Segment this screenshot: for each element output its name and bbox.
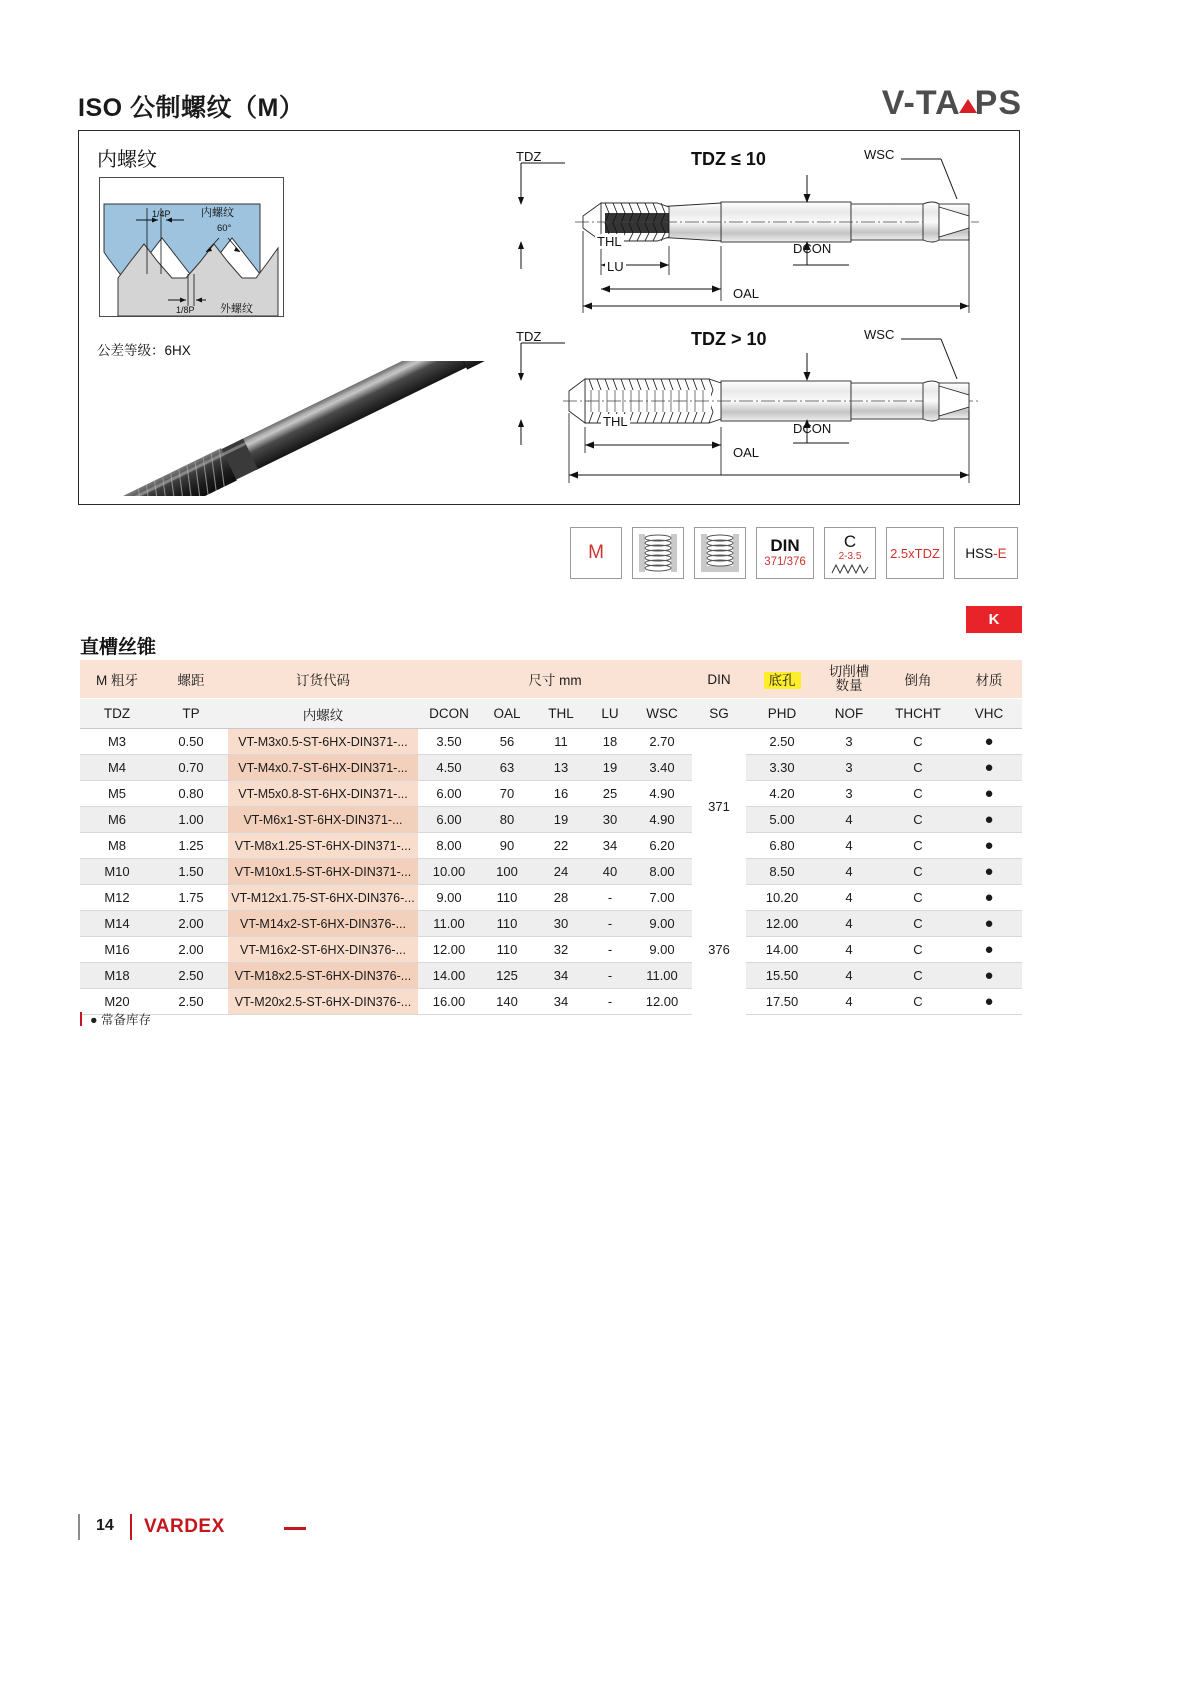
cell-thl: 22 <box>534 833 588 859</box>
thread-standard-m-icon <box>570 527 622 579</box>
thread-depth-icon <box>886 527 944 579</box>
header-m-coarse: M 粗牙 <box>80 660 154 699</box>
table-header-row-1 <box>80 660 1022 699</box>
cell-wsc: 11.00 <box>632 963 692 989</box>
cell-tp: 0.70 <box>154 755 228 781</box>
cell-dcon: 9.00 <box>418 885 480 911</box>
cell-oal: 125 <box>480 963 534 989</box>
cell-tdz: M12 <box>80 885 154 911</box>
illustration-frame <box>78 130 1020 505</box>
chamfer-letter: C <box>843 531 857 551</box>
tap-specifications-table <box>80 660 1022 1015</box>
cell-thl: 34 <box>534 963 588 989</box>
cell-tdz: M6 <box>80 807 154 833</box>
cell-nof: 3 <box>818 729 880 755</box>
cell-tdz: M18 <box>80 963 154 989</box>
chamfer-form-c-icon <box>824 527 876 579</box>
cell-vhc: ● <box>956 963 1022 989</box>
diagram-bottom-label-oal: OAL <box>733 445 760 460</box>
blind-hole-svg <box>695 528 745 578</box>
footer-divider-red <box>130 1514 132 1540</box>
din-label: DIN <box>770 536 800 556</box>
cell-thcht: C <box>880 807 956 833</box>
diagram-top-label-tdz: TDZ <box>516 149 542 164</box>
page-title: ISO 公制螺纹（M） <box>78 94 305 122</box>
cell-tp: 2.50 <box>154 963 228 989</box>
cell-oal: 110 <box>480 885 534 911</box>
diagram-top-label-thl: THL <box>597 234 622 249</box>
cell-thl: 19 <box>534 807 588 833</box>
subheader-internal-thread: 内螺纹 <box>228 699 418 729</box>
cell-tp: 1.00 <box>154 807 228 833</box>
cell-phd: 4.20 <box>746 781 818 807</box>
cell-lu: - <box>588 963 632 989</box>
cell-vhc: ● <box>956 989 1022 1015</box>
cell-thcht: C <box>880 833 956 859</box>
cell-dcon: 11.00 <box>418 911 480 937</box>
cell-nof: 4 <box>818 937 880 963</box>
cell-tdz: M10 <box>80 859 154 885</box>
cell-phd: 12.00 <box>746 911 818 937</box>
thread-depth-label: 2.5xTDZ <box>890 545 940 561</box>
cell-wsc: 6.20 <box>632 833 692 859</box>
diagram-tdz-gt-10 <box>509 323 1009 493</box>
cell-order-code: VT-M16x2-ST-6HX-DIN376-... <box>228 937 418 963</box>
cell-oal: 110 <box>480 911 534 937</box>
cell-thl: 13 <box>534 755 588 781</box>
cell-oal: 63 <box>480 755 534 781</box>
cell-nof: 3 <box>818 781 880 807</box>
table-row[interactable] <box>80 729 1022 755</box>
cell-order-code: VT-M8x1.25-ST-6HX-DIN371-... <box>228 833 418 859</box>
cell-oal: 140 <box>480 989 534 1015</box>
cell-order-code: VT-M14x2-ST-6HX-DIN376-... <box>228 911 418 937</box>
table-row[interactable] <box>80 807 1022 833</box>
cell-tp: 2.00 <box>154 911 228 937</box>
cell-lu: 34 <box>588 833 632 859</box>
header-dimensions-mm: 尺寸 mm <box>418 660 692 699</box>
cell-tp: 2.50 <box>154 989 228 1015</box>
cell-thl: 28 <box>534 885 588 911</box>
cell-wsc: 4.90 <box>632 807 692 833</box>
cell-lu: 18 <box>588 729 632 755</box>
cell-tp: 1.50 <box>154 859 228 885</box>
diagram-tdz-lte-10 <box>509 141 1009 316</box>
cell-oal: 90 <box>480 833 534 859</box>
cell-tp: 1.25 <box>154 833 228 859</box>
diagram-top-label-dcon: DCON <box>793 241 832 256</box>
header-material: 材质 <box>956 660 1022 699</box>
cell-thl: 24 <box>534 859 588 885</box>
page-footer <box>78 1512 1022 1546</box>
cell-wsc: 9.00 <box>632 937 692 963</box>
cell-vhc: ● <box>956 755 1022 781</box>
cell-dcon: 14.00 <box>418 963 480 989</box>
subheader-thl: THL <box>534 699 588 729</box>
cell-dcon: 10.00 <box>418 859 480 885</box>
diagram-top-label-lu: LU <box>607 259 624 274</box>
header-core-hole-highlight: 底孔 <box>764 672 801 689</box>
cell-wsc: 12.00 <box>632 989 692 1015</box>
legend-text: ● 常备库存 <box>90 1013 152 1027</box>
cell-dcon: 12.00 <box>418 937 480 963</box>
cell-phd: 10.20 <box>746 885 818 911</box>
cell-thl: 11 <box>534 729 588 755</box>
cell-lu: - <box>588 911 632 937</box>
logo-triangle-icon <box>959 99 977 113</box>
table-row[interactable] <box>80 989 1022 1015</box>
cell-wsc: 7.00 <box>632 885 692 911</box>
cell-tp: 2.00 <box>154 937 228 963</box>
cell-thcht: C <box>880 937 956 963</box>
cell-order-code: VT-M3x0.5-ST-6HX-DIN371-... <box>228 729 418 755</box>
cell-tdz: M20 <box>80 989 154 1015</box>
subheader-wsc: WSC <box>632 699 692 729</box>
cell-phd: 6.80 <box>746 833 818 859</box>
cell-thcht: C <box>880 859 956 885</box>
cell-thcht: C <box>880 781 956 807</box>
page-header <box>78 84 1022 128</box>
vtaps-logo <box>882 84 1022 123</box>
cell-lu: 30 <box>588 807 632 833</box>
table-row[interactable] <box>80 833 1022 859</box>
cell-oal: 110 <box>480 937 534 963</box>
material-group-label: K <box>988 611 1000 628</box>
chamfer-range: 2-3.5 <box>838 550 862 562</box>
cell-dcon: 6.00 <box>418 807 480 833</box>
material-group-badge <box>966 606 1022 633</box>
table-title: 直槽丝锥 <box>80 637 157 658</box>
table-row[interactable] <box>80 911 1022 937</box>
cell-vhc: ● <box>956 781 1022 807</box>
through-hole-svg <box>633 528 683 578</box>
cell-nof: 4 <box>818 807 880 833</box>
header-core-hole <box>746 660 818 699</box>
cell-tdz: M8 <box>80 833 154 859</box>
cell-order-code: VT-M20x2.5-ST-6HX-DIN376-... <box>228 989 418 1015</box>
cell-thcht: C <box>880 963 956 989</box>
subheader-nof: NOF <box>818 699 880 729</box>
table-legend <box>80 1010 151 1028</box>
label-quarter-p: 1/4P <box>152 209 171 219</box>
cell-phd: 2.50 <box>746 729 818 755</box>
cell-dcon: 6.00 <box>418 781 480 807</box>
cell-nof: 4 <box>818 989 880 1015</box>
cell-vhc: ● <box>956 807 1022 833</box>
table-row[interactable] <box>80 859 1022 885</box>
cell-tdz: M4 <box>80 755 154 781</box>
cell-wsc: 4.90 <box>632 781 692 807</box>
cell-dcon: 16.00 <box>418 989 480 1015</box>
subheader-sg: SG <box>692 699 746 729</box>
din-standard-icon <box>756 527 814 579</box>
cell-nof: 4 <box>818 859 880 885</box>
subheader-tdz: TDZ <box>80 699 154 729</box>
cell-dcon: 4.50 <box>418 755 480 781</box>
cell-thcht: C <box>880 911 956 937</box>
cell-oal: 80 <box>480 807 534 833</box>
cell-vhc: ● <box>956 885 1022 911</box>
cell-dcon: 8.00 <box>418 833 480 859</box>
cell-lu: - <box>588 937 632 963</box>
internal-thread-title: 内螺纹 <box>97 149 157 171</box>
material-accent: -E <box>993 545 1007 561</box>
diagram-top-title: TDZ ≤ 10 <box>691 149 766 169</box>
cell-lu: 25 <box>588 781 632 807</box>
label-eighth-p: 1/8P <box>176 305 195 315</box>
subheader-thcht: THCHT <box>880 699 956 729</box>
table-row[interactable] <box>80 937 1022 963</box>
cell-wsc: 8.00 <box>632 859 692 885</box>
header-din: DIN <box>692 660 746 699</box>
diagram-top-label-oal: OAL <box>733 286 760 301</box>
cell-vhc: ● <box>956 859 1022 885</box>
cell-wsc: 3.40 <box>632 755 692 781</box>
diagram-bottom-label-dcon: DCON <box>793 421 832 436</box>
material-label: HSS <box>965 545 994 561</box>
cell-lu: - <box>588 885 632 911</box>
cell-vhc: ● <box>956 937 1022 963</box>
header-flute-count <box>818 660 880 699</box>
diagram-bottom-label-wsc: WSC <box>864 327 895 342</box>
subheader-vhc: VHC <box>956 699 1022 729</box>
cell-order-code: VT-M10x1.5-ST-6HX-DIN371-... <box>228 859 418 885</box>
cell-phd: 15.50 <box>746 963 818 989</box>
chamfer-teeth-svg <box>831 563 869 574</box>
header-order-code: 订货代码 <box>228 660 418 699</box>
subheader-tp: TP <box>154 699 228 729</box>
label-internal-thread: 内螺纹 <box>201 207 234 219</box>
footer-dash-icon <box>284 1527 306 1530</box>
table-row[interactable] <box>80 781 1022 807</box>
cell-vhc: ● <box>956 729 1022 755</box>
cell-nof: 3 <box>818 755 880 781</box>
din-numbers: 371/376 <box>764 556 806 569</box>
tap-product-photo <box>93 361 523 496</box>
footer-divider-left <box>78 1514 80 1540</box>
cell-tdz: M3 <box>80 729 154 755</box>
logo-text-part2: PS <box>974 84 1022 122</box>
table-row[interactable] <box>80 885 1022 911</box>
cell-thcht: C <box>880 755 956 781</box>
cell-phd: 5.00 <box>746 807 818 833</box>
cell-tp: 1.75 <box>154 885 228 911</box>
logo-text-part1: V-TA <box>881 84 961 122</box>
cell-nof: 4 <box>818 833 880 859</box>
spec-icon-strip <box>570 527 1018 579</box>
thread-profile-diagram <box>99 177 284 317</box>
cell-order-code: VT-M4x0.7-ST-6HX-DIN371-... <box>228 755 418 781</box>
cell-thl: 34 <box>534 989 588 1015</box>
header-flute-line1: 切削槽 <box>828 663 870 679</box>
header-pitch: 螺距 <box>154 660 228 699</box>
cell-tp: 0.80 <box>154 781 228 807</box>
cell-lu: 40 <box>588 859 632 885</box>
diagram-bottom-label-tdz: TDZ <box>516 329 542 344</box>
cell-thcht: C <box>880 729 956 755</box>
tap-photo-svg <box>93 361 523 496</box>
through-hole-icon <box>632 527 684 579</box>
cell-wsc: 2.70 <box>632 729 692 755</box>
cell-order-code: VT-M18x2.5-ST-6HX-DIN376-... <box>228 963 418 989</box>
cell-phd: 8.50 <box>746 859 818 885</box>
cell-thl: 16 <box>534 781 588 807</box>
subheader-dcon: DCON <box>418 699 480 729</box>
thread-profile-svg <box>100 178 283 316</box>
subheader-oal: OAL <box>480 699 534 729</box>
diagram-bottom-title: TDZ > 10 <box>691 329 767 349</box>
cell-oal: 100 <box>480 859 534 885</box>
page-number: 14 <box>96 1517 114 1534</box>
cell-thl: 32 <box>534 937 588 963</box>
table-header-row-2 <box>80 699 1022 729</box>
cell-vhc: ● <box>956 833 1022 859</box>
cell-tp: 0.50 <box>154 729 228 755</box>
cell-oal: 70 <box>480 781 534 807</box>
diagram-bottom-label-thl: THL <box>603 414 628 429</box>
icon-label-m: M <box>588 542 604 563</box>
cell-nof: 4 <box>818 963 880 989</box>
cell-sg-group: 371 <box>692 729 746 885</box>
subheader-lu: LU <box>588 699 632 729</box>
table-row[interactable] <box>80 963 1022 989</box>
cell-thl: 30 <box>534 911 588 937</box>
cell-tdz: M16 <box>80 937 154 963</box>
cell-phd: 17.50 <box>746 989 818 1015</box>
cell-dcon: 3.50 <box>418 729 480 755</box>
cell-sg-group: 376 <box>692 885 746 1015</box>
cell-order-code: VT-M5x0.8-ST-6HX-DIN371-... <box>228 781 418 807</box>
cell-vhc: ● <box>956 911 1022 937</box>
cell-lu: - <box>588 989 632 1015</box>
cell-phd: 3.30 <box>746 755 818 781</box>
cell-order-code: VT-M6x1-ST-6HX-DIN371-... <box>228 807 418 833</box>
cell-tdz: M14 <box>80 911 154 937</box>
cell-wsc: 9.00 <box>632 911 692 937</box>
cell-phd: 14.00 <box>746 937 818 963</box>
cell-nof: 4 <box>818 911 880 937</box>
material-hss-e-icon <box>954 527 1018 579</box>
label-angle-60: 60° <box>217 223 232 234</box>
header-chamfer: 倒角 <box>880 660 956 699</box>
table-row[interactable] <box>80 755 1022 781</box>
subheader-phd: PHD <box>746 699 818 729</box>
header-flute-line2: 数量 <box>835 678 863 693</box>
label-external-thread: 外螺纹 <box>220 303 253 315</box>
diagram-top-label-wsc: WSC <box>864 147 895 162</box>
cell-thcht: C <box>880 989 956 1015</box>
cell-lu: 19 <box>588 755 632 781</box>
vardex-brand: VARDEX <box>144 1516 225 1537</box>
blind-hole-icon <box>694 527 746 579</box>
cell-tdz: M5 <box>80 781 154 807</box>
tolerance-grade: 公差等级：6HX <box>97 343 191 358</box>
legend-bar <box>80 1012 82 1026</box>
cell-thcht: C <box>880 885 956 911</box>
cell-order-code: VT-M12x1.75-ST-6HX-DIN376-... <box>228 885 418 911</box>
cell-nof: 4 <box>818 885 880 911</box>
cell-oal: 56 <box>480 729 534 755</box>
